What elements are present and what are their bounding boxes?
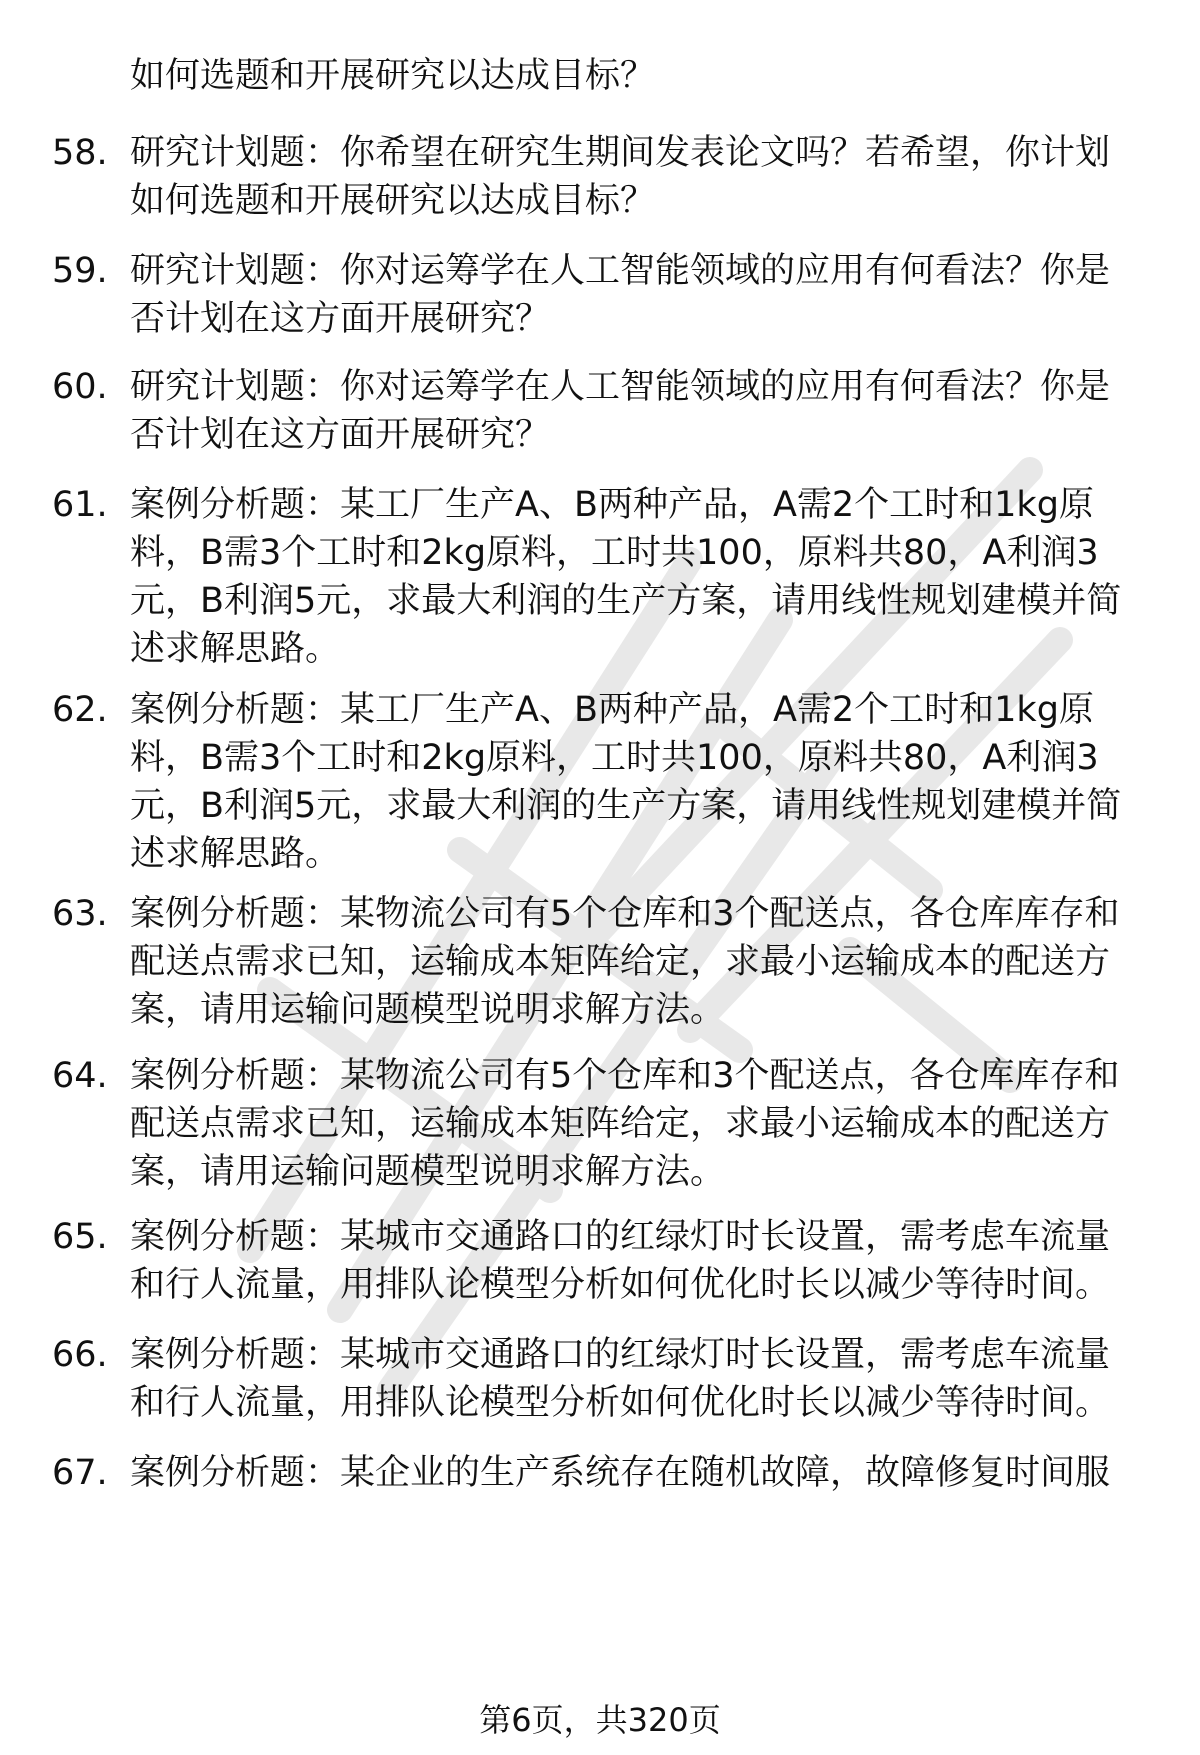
item-text: 案例分析题：某企业的生产系统存在随机故障，故障修复时间服 — [130, 1453, 1111, 1493]
item-text: 案例分析题：某物流公司有5个仓库和3个配送点，各仓库库存和 配送点需求已知，运输成本矩阵给定，求最小运输成本的配送方 案，请用运输问题模型说明求解方法。 — [130, 894, 1120, 1030]
item-number: 64. — [52, 1056, 108, 1096]
item-text: 案例分析题：某工厂生产A、B两种产品，A需2个工时和1kg原 料，B需3个工时和2kg原料，工时共100，原料共80，A利润3 元，B利润5元，求最大利润的生产方案，请用线性规划建模并简 述求解思路。 — [130, 690, 1122, 874]
item-text: 案例分析题：某城市交通路口的红绿灯时长设置，需考虑车流量 和行人流量，用排队论模型分析如何优化时长以减少等待时间。 — [130, 1335, 1111, 1423]
item-text: 案例分析题：某城市交通路口的红绿灯时长设置，需考虑车流量 和行人流量，用排队论模型分析如何优化时长以减少等待时间。 — [130, 1217, 1111, 1305]
item-number: 67. — [52, 1453, 108, 1493]
item-number: 61. — [52, 485, 108, 525]
item-number: 60. — [52, 367, 108, 407]
item-text: 研究计划题：你对运筹学在人工智能领域的应用有何看法？你是 否计划在这方面开展研究？ — [130, 367, 1111, 455]
page-footer: 第6页，共320页 — [479, 1701, 721, 1739]
item-number: 65. — [52, 1217, 108, 1257]
item-number: 63. — [52, 894, 108, 934]
item-number: 58. — [52, 133, 108, 173]
item-number: 62. — [52, 690, 108, 730]
item-text: 研究计划题：你希望在研究生期间发表论文吗？若希望，你计划 如何选题和开展研究以达成目标？ — [130, 133, 1111, 221]
item-text: 案例分析题：某工厂生产A、B两种产品，A需2个工时和1kg原 料，B需3个工时和2kg原料，工时共100，原料共80，A利润3 元，B利润5元，求最大利润的生产方案，请用线性规划建模并简 述求解思路。 — [130, 485, 1122, 669]
item-number: 59. — [52, 251, 108, 291]
item-number: 66. — [52, 1335, 108, 1375]
continuation-line: 如何选题和开展研究以达成目标？ — [130, 56, 656, 96]
item-text: 研究计划题：你对运筹学在人工智能领域的应用有何看法？你是 否计划在这方面开展研究？ — [130, 251, 1111, 339]
item-text: 案例分析题：某物流公司有5个仓库和3个配送点，各仓库库存和 配送点需求已知，运输成本矩阵给定，求最小运输成本的配送方 案，请用运输问题模型说明求解方法。 — [130, 1056, 1120, 1192]
